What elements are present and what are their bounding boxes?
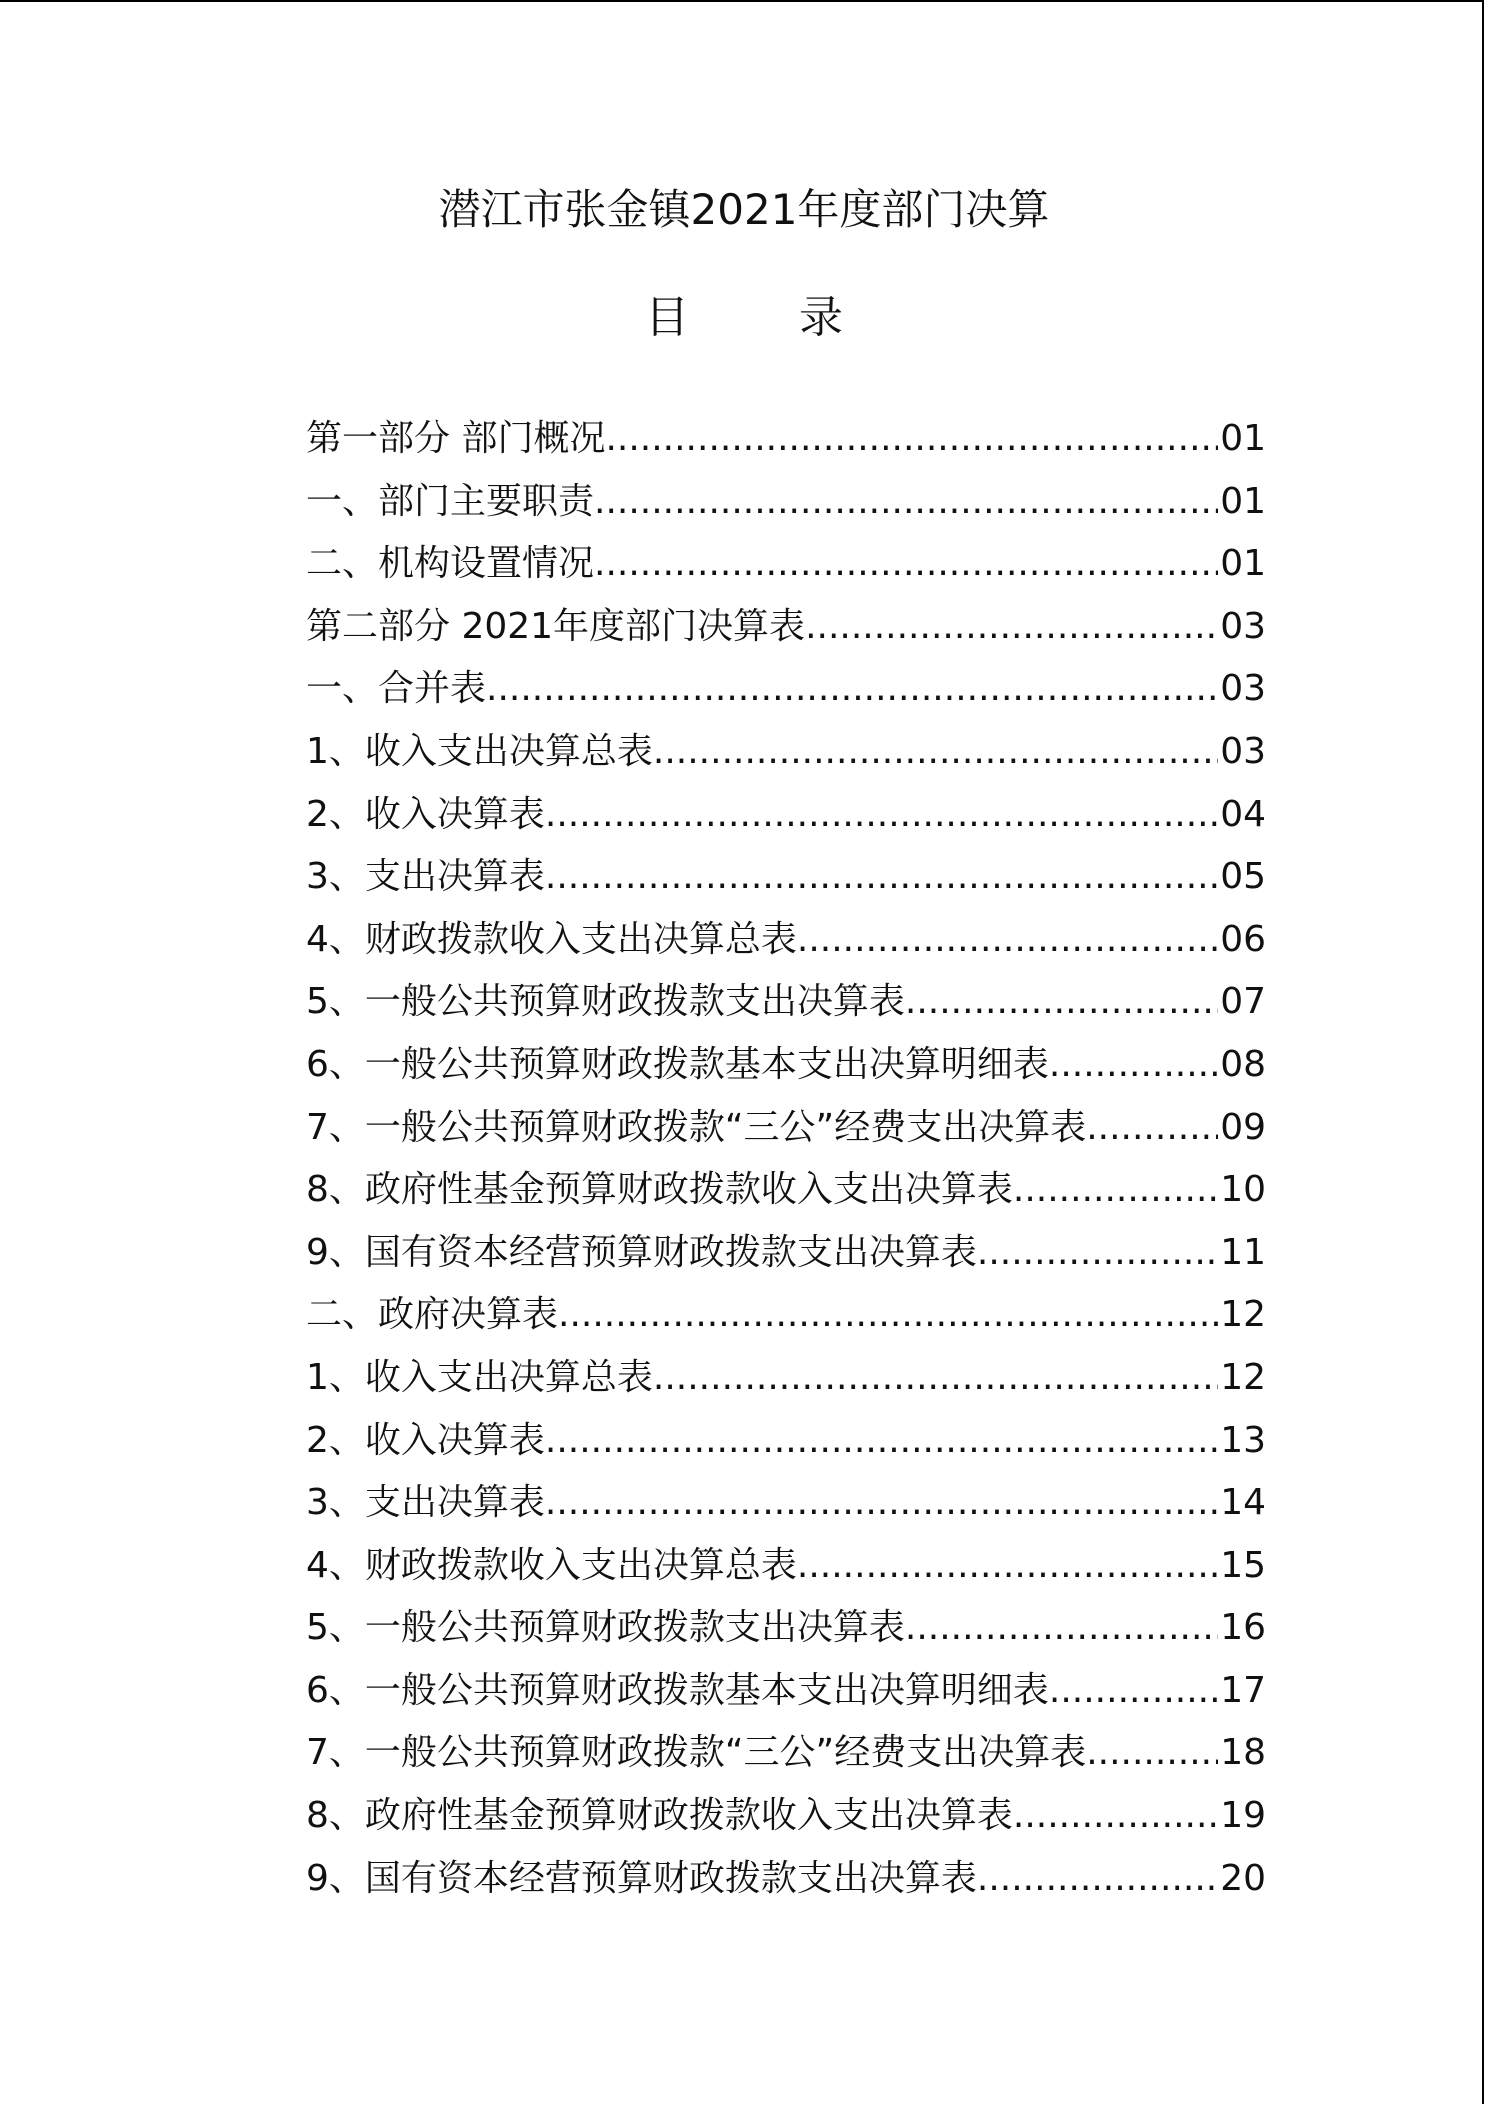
toc-entry-page-number: 05: [1220, 856, 1266, 898]
toc-entry-label: 9、国有资本经营预算财政拨款支出决算表: [306, 1231, 977, 1273]
toc-entry[interactable]: [306, 1597, 1266, 1660]
toc-dot-leader: [797, 1535, 1218, 1597]
toc-entry[interactable]: [306, 1848, 1266, 1911]
toc-entry-label: 5、一般公共预算财政拨款支出决算表: [306, 981, 905, 1023]
toc-entry[interactable]: [306, 1347, 1266, 1410]
toc-entry-label: 5、一般公共预算财政拨款支出决算表: [306, 1607, 905, 1649]
toc-dot-leader: [905, 971, 1218, 1033]
toc-entry-page-number: 04: [1220, 793, 1266, 835]
toc-entry-page-number: 14: [1220, 1482, 1266, 1524]
toc-entry[interactable]: [306, 1535, 1266, 1598]
toc-entry-label: 6、一般公共预算财政拨款基本支出决算明细表: [306, 1669, 1049, 1711]
toc-entry-page-number: 10: [1220, 1169, 1266, 1211]
toc-entry-label: 4、财政拨款收入支出决算总表: [306, 918, 797, 960]
toc-entry-page-number: 01: [1220, 480, 1266, 522]
toc-dot-leader: [1013, 1159, 1218, 1221]
toc-entry-label: 9、国有资本经营预算财政拨款支出决算表: [306, 1857, 977, 1899]
toc-dot-leader: [545, 1410, 1218, 1472]
toc-entry[interactable]: [306, 909, 1266, 972]
toc-entry[interactable]: [306, 1785, 1266, 1848]
toc-dot-leader: [594, 533, 1218, 595]
toc-dot-leader: [486, 658, 1218, 720]
toc-entry[interactable]: [306, 971, 1266, 1034]
toc-dot-leader: [805, 596, 1218, 658]
toc-entry-label: 6、一般公共预算财政拨款基本支出决算明细表: [306, 1043, 1049, 1085]
toc-entry[interactable]: [306, 1159, 1266, 1222]
toc-entry-page-number: 09: [1220, 1106, 1266, 1148]
toc-entry-label: 3、支出决算表: [306, 856, 545, 898]
toc-dot-leader: [1013, 1785, 1218, 1847]
toc-dot-leader: [977, 1222, 1218, 1284]
toc-dot-leader: [905, 1597, 1218, 1659]
toc-entry-label: 3、支出决算表: [306, 1482, 545, 1524]
document-title: 潜江市张金镇2021年度部门决算: [438, 185, 1050, 234]
toc-entry-label: 1、收入支出决算总表: [306, 730, 653, 772]
toc-entry-label: 1、收入支出决算总表: [306, 1356, 653, 1398]
toc-dot-leader: [797, 909, 1218, 971]
toc-entry-label: 一、部门主要职责: [306, 480, 595, 522]
toc-entry[interactable]: [306, 596, 1266, 659]
toc-entry[interactable]: [306, 1660, 1266, 1723]
toc-entry-label: 二、机构设置情况: [306, 543, 595, 585]
toc-entry-page-number: 20: [1220, 1857, 1266, 1899]
toc-dot-leader: [605, 408, 1218, 470]
toc-entry[interactable]: [306, 1472, 1266, 1535]
toc-entry-page-number: 12: [1220, 1356, 1266, 1398]
toc-entry-label: 二、政府决算表: [306, 1294, 559, 1336]
toc-entry-page-number: 17: [1220, 1669, 1266, 1711]
toc-dot-leader: [545, 1472, 1218, 1534]
toc-entry-label: 7、一般公共预算财政拨款“三公”经费支出决算表: [306, 1106, 1087, 1148]
toc-entry[interactable]: [306, 471, 1266, 534]
toc-entry-label: 8、政府性基金预算财政拨款收入支出决算表: [306, 1169, 1013, 1211]
toc-entry-page-number: 16: [1220, 1607, 1266, 1649]
toc-entry-page-number: 19: [1220, 1795, 1266, 1837]
toc-entry-label: 2、收入决算表: [306, 1419, 545, 1461]
toc-dot-leader: [1086, 1097, 1218, 1159]
table-of-contents: [306, 408, 1266, 1910]
toc-entry[interactable]: [306, 1410, 1266, 1473]
toc-dot-leader: [545, 846, 1218, 908]
toc-heading: [0, 288, 1488, 348]
toc-entry[interactable]: [306, 846, 1266, 909]
toc-dot-leader: [977, 1848, 1218, 1910]
toc-dot-leader: [653, 1347, 1218, 1409]
toc-heading-right: 录: [799, 292, 843, 343]
toc-entry-page-number: 03: [1220, 668, 1266, 710]
toc-entry-page-number: 03: [1220, 730, 1266, 772]
toc-entry-page-number: 15: [1220, 1544, 1266, 1586]
toc-entry-label: 第二部分 2021年度部门决算表: [306, 605, 806, 647]
toc-entry-label: 第一部分 部门概况: [306, 418, 606, 459]
toc-entry-page-number: 13: [1220, 1419, 1266, 1461]
toc-entry[interactable]: [306, 658, 1266, 721]
toc-heading-left: 目: [645, 292, 689, 343]
toc-entry[interactable]: [306, 408, 1266, 471]
toc-entry-page-number: 18: [1220, 1732, 1266, 1774]
toc-entry-label: 4、财政拨款收入支出决算总表: [306, 1544, 797, 1586]
toc-entry-page-number: 07: [1220, 981, 1266, 1023]
toc-dot-leader: [545, 784, 1218, 846]
toc-entry[interactable]: [306, 1097, 1266, 1160]
toc-entry-label: 2、收入决算表: [306, 793, 545, 835]
toc-entry-page-number: 06: [1220, 918, 1266, 960]
toc-entry[interactable]: [306, 1284, 1266, 1347]
toc-dot-leader: [1049, 1034, 1218, 1096]
toc-dot-leader: [594, 471, 1218, 533]
toc-entry[interactable]: [306, 784, 1266, 847]
toc-dot-leader: [1049, 1660, 1218, 1722]
toc-entry-page-number: 08: [1220, 1043, 1266, 1085]
toc-entry[interactable]: [306, 1034, 1266, 1097]
toc-entry-page-number: 01: [1220, 543, 1266, 585]
toc-entry-label: 一、合并表: [306, 668, 487, 710]
toc-entry[interactable]: [306, 1222, 1266, 1285]
toc-entry[interactable]: [306, 721, 1266, 784]
toc-dot-leader: [558, 1284, 1218, 1346]
toc-entry-page-number: 11: [1220, 1231, 1266, 1273]
toc-entry-page-number: 01: [1220, 418, 1266, 459]
toc-entry-page-number: 12: [1220, 1294, 1266, 1336]
toc-dot-leader: [653, 721, 1218, 783]
toc-entry-page-number: 03: [1220, 605, 1266, 647]
toc-dot-leader: [1086, 1722, 1218, 1784]
toc-entry-label: 7、一般公共预算财政拨款“三公”经费支出决算表: [306, 1732, 1087, 1774]
toc-entry[interactable]: [306, 533, 1266, 596]
toc-entry-label: 8、政府性基金预算财政拨款收入支出决算表: [306, 1795, 1013, 1837]
toc-entry[interactable]: [306, 1722, 1266, 1785]
